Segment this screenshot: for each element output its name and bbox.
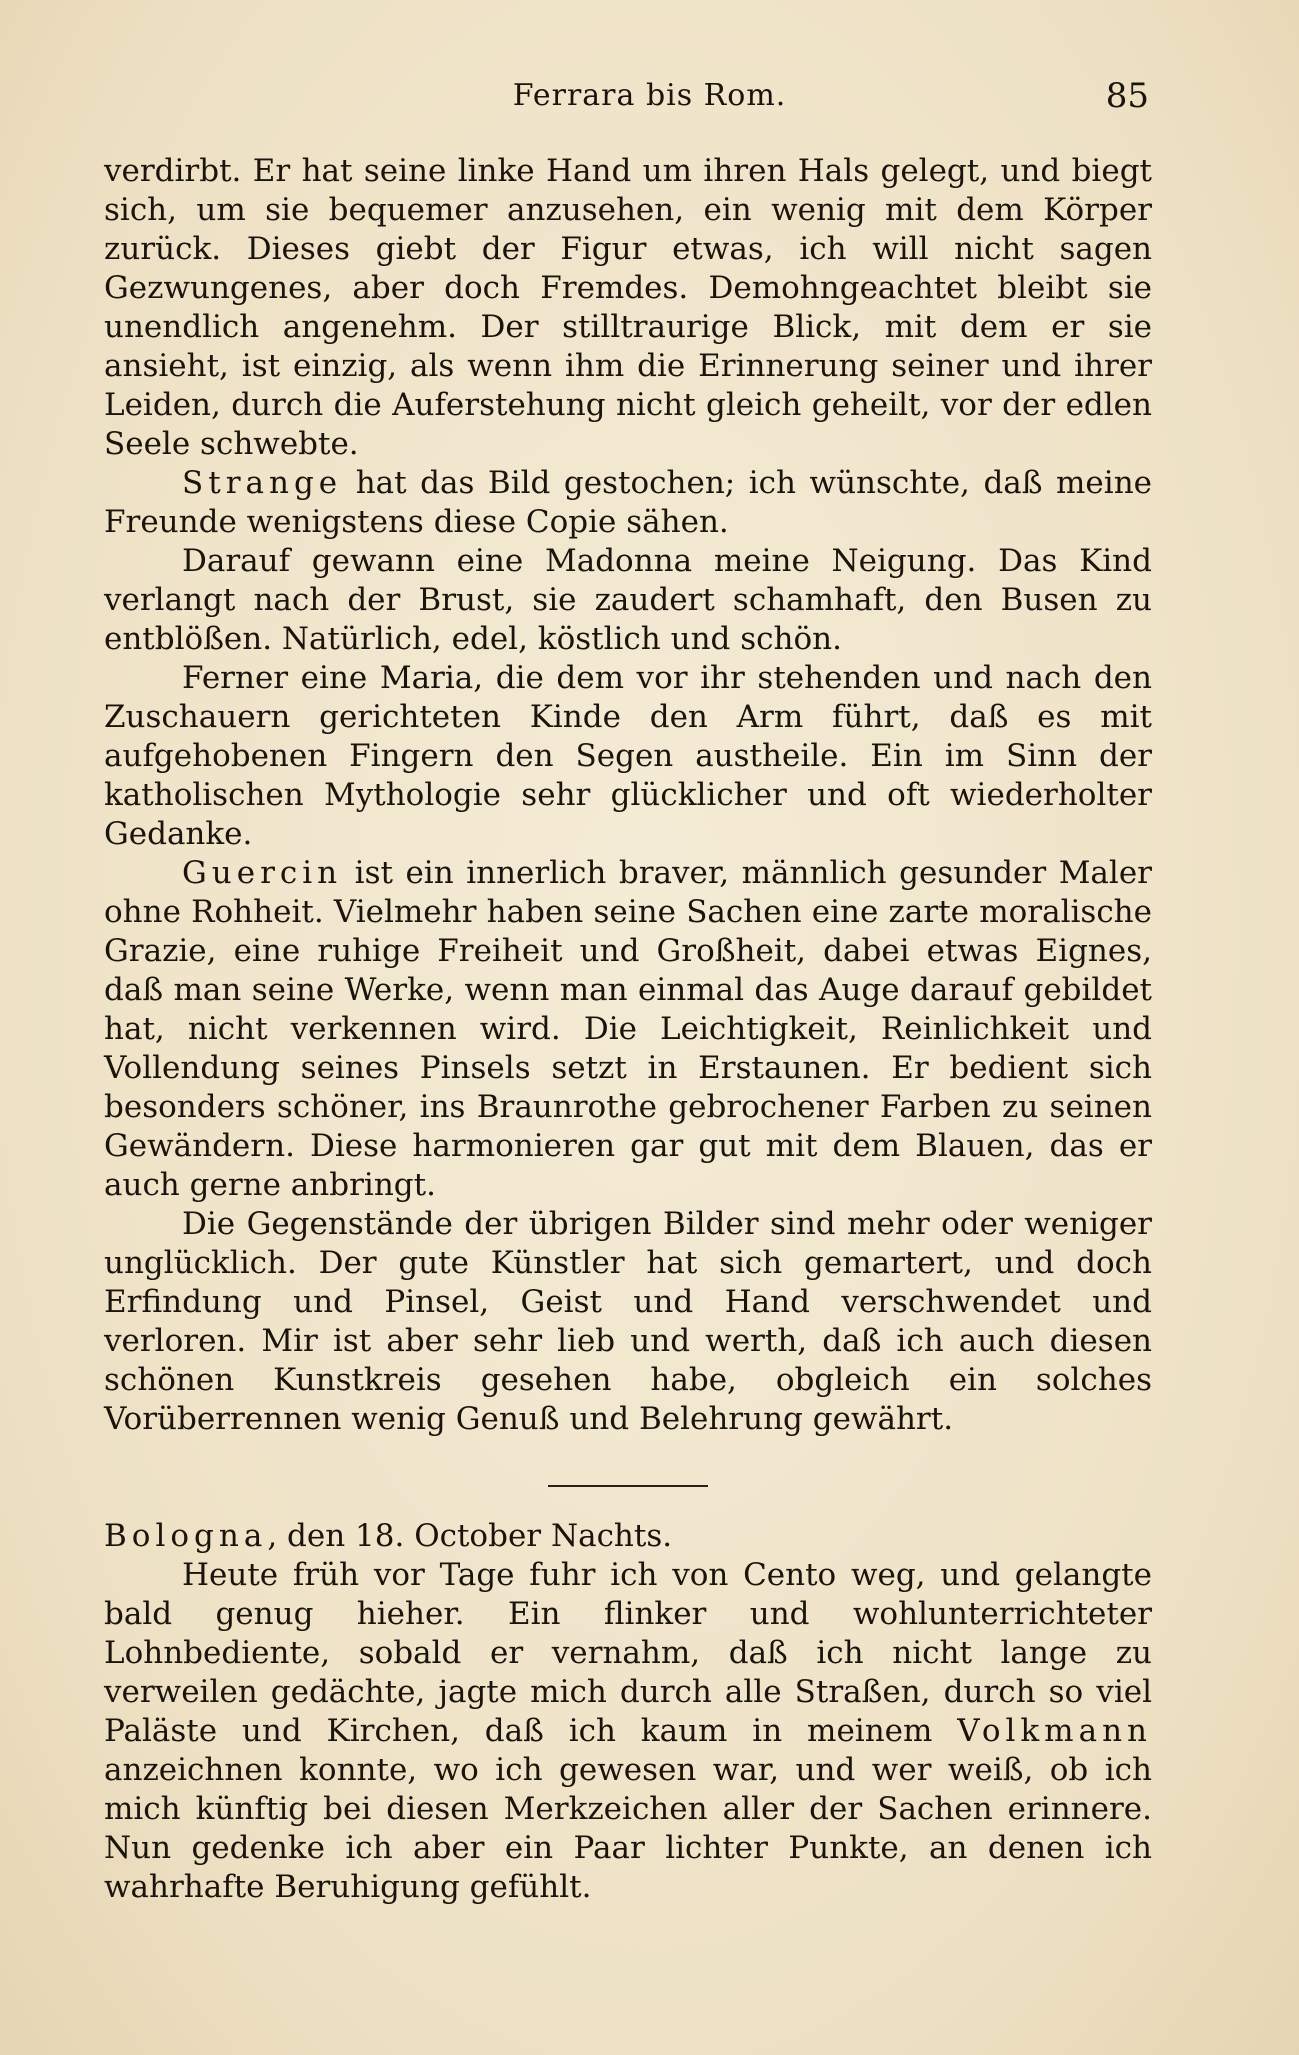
dateline — [104, 1517, 1152, 1556]
dateline-date: , den 18. October Nachts. — [267, 1518, 673, 1554]
paragraph-4 — [104, 659, 1152, 854]
paragraph-2 — [104, 464, 1152, 542]
paragraph-5 — [104, 854, 1152, 1205]
paragraph-text: Die Gegenstände der übrigen Bilder sind mehr oder weniger unglücklich. Der gute Künstler hat sich gemartert, und doch Erfindung und Pinsel, Geist und Hand verschwendet und verloren. Mir ist aber sehr lieb und werth, daß ich auch diesen schönen Kunstkreis gesehen habe, obgleich ein solches Vorüberrennen wenig Genuß und Belehrung gewährt. — [104, 1206, 1152, 1437]
paragraph-text: hat das Bild gestochen; ich wünschte, daß meine Freunde wenigstens diese Copie sähen. — [104, 465, 1152, 540]
paragraph-text: ist ein innerlich braver, männlich gesunder Maler ohne Rohheit. Vielmehr haben seine Sachen eine zarte moralische Grazie, eine ruhige Freiheit und Großheit, dabei etwas Eignes, daß man seine Werke, wenn man einmal das Auge darauf gebildet hat, nicht verkennen wird. Die Leichtigkeit, Reinlichkeit und Vollendung seines Pinsels setzt in Erstaunen. Er bedient sich besonders schöner, ins Braunrothe gebrochener Farben zu seinen Gewändern. Diese harmonieren gar gut mit dem Blauen, das er auch gerne anbringt. — [104, 855, 1152, 1203]
page-number: 85 — [1105, 76, 1149, 116]
running-head: Ferrara bis Rom. — [512, 78, 787, 113]
paragraph-text: Heute früh vor Tage fuhr ich von Cento weg, und gelangte bald genug hieher. Ein flinker und wohlunterrichteter Lohnbediente, sobald er vernahm, daß ich nicht lange zu verweilen gedächte, jagte mich durch alle Straßen, durch so viel Paläste und Kirchen, daß ich kaum in meinem — [104, 1557, 1152, 1749]
paragraph-1 — [104, 152, 1152, 464]
paragraph-text: verdirbt. Er hat seine linke Hand um ihren Hals gelegt, und biegt sich, um sie bequemer anzusehen, ein wenig mit dem Körper zurück. Dieses giebt der Figur etwas, ich will nicht sagen Gezwungenes, aber doch Fremdes. Demohngeachtet bleibt sie unendlich angenehm. Der stilltraurige Blick, mit dem er sie ansieht, ist einzig, als wenn ihm die Erinnerung seiner und ihrer Leiden, durch die Auferstehung nicht gleich geheilt, vor der edlen Seele schwebte. — [104, 153, 1152, 462]
spaced-name-volkmann: Volkmann — [957, 1713, 1152, 1749]
section-divider — [548, 1485, 708, 1487]
paragraph-text: Darauf gewann eine Madonna meine Neigung. Das Kind verlangt nach der Brust, sie zaudert schamhaft, den Busen zu entblößen. Natürlich, edel, köstlich und schön. — [104, 543, 1152, 657]
spaced-name-guercin: Guercin — [182, 855, 343, 891]
body-text — [104, 152, 1152, 1907]
paragraph-7 — [104, 1556, 1152, 1907]
paragraph-6 — [104, 1205, 1152, 1439]
paragraph-3 — [104, 542, 1152, 659]
spaced-name-strange: Strange — [182, 465, 343, 501]
dateline-place: Bologna — [104, 1518, 268, 1554]
paragraph-text-continued: anzeichnen konnte, wo ich gewesen war, und wer weiß, ob ich mich künftig bei diesen Merkzeichen aller der Sachen erinnere. Nun gedenke ich aber ein Paar lichter Punkte, an denen ich wahrhafte Beruhigung gefühlt. — [104, 1752, 1152, 1905]
paragraph-text: Ferner eine Maria, die dem vor ihr stehenden und nach den Zuschauern gerichteten Kinde den Arm führt, daß es mit aufgehobenen Fingern den Segen austheile. Ein im Sinn der katholischen Mythologie sehr glücklicher und oft wiederholter Gedanke. — [104, 660, 1152, 852]
